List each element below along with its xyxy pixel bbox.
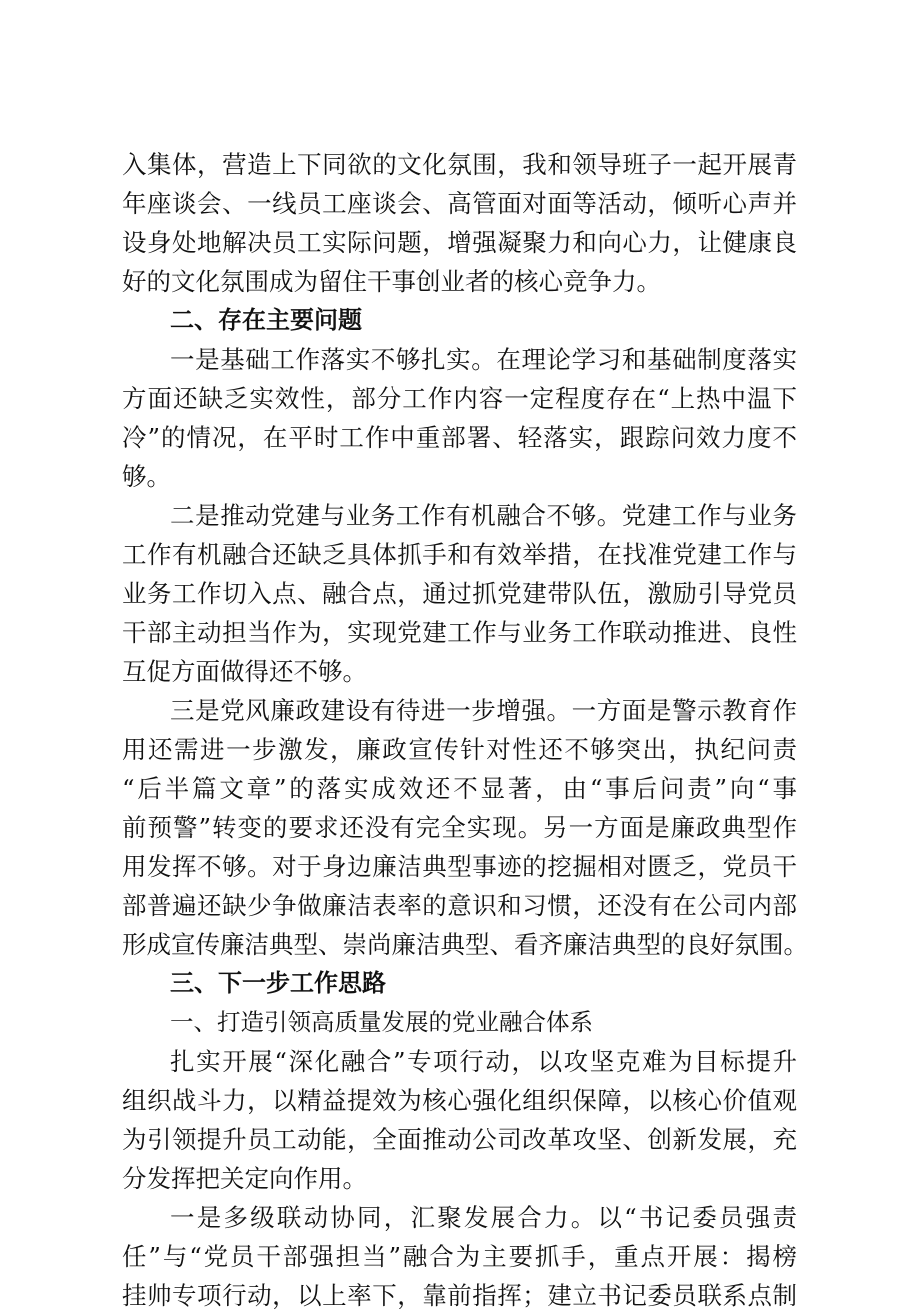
- paragraph-line: 干部主动担当作为，实现党建工作与业务工作联动推进、良性: [122, 618, 797, 647]
- paragraph-line: 好的文化氛围成为留住干事创业者的核心竞争力。: [122, 267, 661, 296]
- paragraph-line: 够。: [122, 462, 171, 491]
- paragraph-line: 前预警”转变的要求还没有完全实现。另一方面是廉政典型作: [122, 813, 797, 842]
- paragraph-line: 为引领提升员工动能，全面推动公司改革攻坚、创新发展，充: [122, 1125, 797, 1154]
- paragraph-line: 工作有机融合还缺乏具体抓手和有效举措，在找准党建工作与: [122, 540, 797, 569]
- paragraph-line: 二是推动党建与业务工作有机融合不够。党建工作与业务: [170, 501, 797, 530]
- paragraph-line: 一是基础工作落实不够扎实。在理论学习和基础制度落实: [170, 345, 797, 374]
- paragraph-line: 组织战斗力，以精益提效为核心强化组织保障，以核心价值观: [122, 1086, 797, 1115]
- paragraph-line: 部普遍还缺少争做廉洁表率的意识和习惯，还没有在公司内部: [122, 891, 797, 920]
- paragraph-line: 设身处地解决员工实际问题，增强凝聚力和向心力，让健康良: [122, 228, 797, 257]
- paragraph-line: 三是党风廉政建设有待进一步增强。一方面是警示教育作: [170, 696, 797, 725]
- paragraph-line: 分发挥把关定向作用。: [122, 1164, 367, 1193]
- section-heading: 二、存在主要问题: [170, 306, 362, 334]
- paragraph-line: “后半篇文章”的落实成效还不显著，由“事后问责”向“事: [122, 774, 797, 803]
- section-heading: 三、下一步工作思路: [170, 969, 386, 997]
- paragraph-line: 业务工作切入点、融合点，通过抓党建带队伍，激励引导党员: [122, 579, 797, 608]
- paragraph-line: 互促方面做得还不够。: [122, 657, 367, 686]
- paragraph-line: 扎实开展“深化融合”专项行动，以攻坚克难为目标提升: [170, 1047, 797, 1076]
- document-body: [122, 145, 808, 1315]
- subsection-heading: 一、打造引领高质量发展的党业融合体系: [170, 1008, 593, 1036]
- paragraph-line: 冷”的情况，在平时工作中重部署、轻落实，跟踪问效力度不: [122, 423, 797, 452]
- paragraph-line: 方面还缺乏实效性，部分工作内容一定程度存在“上热中温下: [122, 384, 797, 413]
- paragraph-line: 用还需进一步激发，廉政宣传针对性还不够突出，执纪问责: [122, 735, 797, 764]
- paragraph-line: 形成宣传廉洁典型、崇尚廉洁典型、看齐廉洁典型的良好氛围。: [122, 930, 808, 959]
- paragraph-line: 挂帅专项行动，以上率下，靠前指挥；建立书记委员联系点制: [122, 1281, 797, 1310]
- paragraph-line: 任”与“党员干部强担当”融合为主要抓手，重点开展：揭榜: [122, 1242, 797, 1271]
- paragraph-line: 年座谈会、一线员工座谈会、高管面对面等活动，倾听心声并: [122, 189, 797, 218]
- paragraph-line: 入集体，营造上下同欲的文化氛围，我和领导班子一起开展青: [122, 150, 797, 179]
- paragraph-line: 用发挥不够。对于身边廉洁典型事迹的挖掘相对匮乏，党员干: [122, 852, 797, 881]
- paragraph-line: 一是多级联动协同，汇聚发展合力。以“书记委员强责: [170, 1203, 797, 1232]
